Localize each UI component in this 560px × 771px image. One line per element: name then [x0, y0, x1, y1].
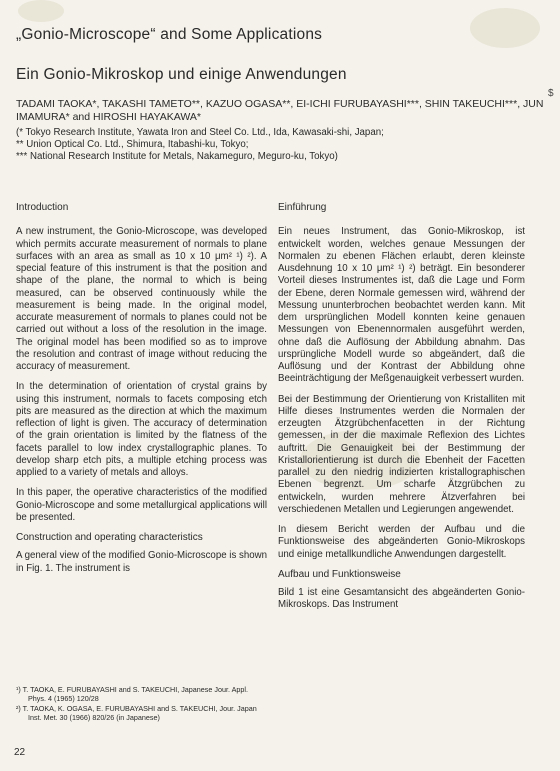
- affiliation-line: (* Tokyo Research Institute, Yawata Iron and Steel Co. Ltd., Ida, Kawasaki-shi, Japan;: [16, 127, 384, 138]
- footnote-references: [16, 686, 267, 724]
- title-german: Ein Gonio-Mikroskop und einige Anwendungen: [16, 66, 347, 83]
- margin-mark: $: [548, 88, 554, 99]
- page-number: 22: [14, 747, 26, 758]
- paper-stain: [18, 0, 64, 22]
- paragraph: Bild 1 ist eine Gesamtansicht des abgeänderten Gonio-Mikroskops. Das Instrument: [278, 587, 525, 611]
- affiliation-line: *** National Research Institute for Metals, Nakameguro, Meguro-ku, Tokyo): [16, 151, 338, 163]
- paragraph: In diesem Bericht werden der Aufbau und die Funktionsweise des abgeänderten Gonio-Mikroskops und einige metallkundliche Anwendungen dargestellt.: [278, 524, 525, 560]
- paragraph: A general view of the modified Gonio-Microscope is shown in Fig. 1. The instrument is: [16, 550, 267, 574]
- reference-item: ²) T. TAOKA, K. OGASA, E. FURUBAYASHI and S. TAKEUCHI, Jour. Japan Inst. Met. 30 (1966) 820/26 (in Japanese): [16, 704, 257, 722]
- german-column: [278, 202, 525, 620]
- paragraph: Bei der Bestimmung der Orientierung von Kristalliten mit Hilfe dieses Instrumentes werden die Normalen der erzeugten Ätzgrübchenfacetten in der Richtung gemessen, in der die maximale Reflexion des Lichtes auftritt. Die Genauigkeit bei der Bestimmung der Kristallorientierung ist durch die Ebenheit der Facetten parallel zu den niedrig indizierten kristallographischen Ebenen begrenzt. Um scharfe Ätzgrübchen zu entwickeln, wurden mehrere Ätzverfahren bei verschiedenen Metallen und Legierungen angewendet.: [278, 393, 525, 515]
- paragraph: In this paper, the operative characteristics of the modified Gonio-Microscope and some metallurgical applications will be presented.: [16, 487, 267, 523]
- section-heading: Aufbau und Funktionsweise: [278, 568, 401, 580]
- paragraph: Ein neues Instrument, das Gonio-Mikroskop, ist entwickelt worden, welches genaue Messungen der Normalen zu ebenen Flächen erlaubt, deren kleinste Ausdehnung 10 x 10 μm² ¹) ²) beträgt. Ein besonderer Vorteil dieses Instrumentes ist, daß die Lage und Form der Ebene, deren Normale gemessen wird, während der Messung ununterbrochen beobachtet werden kann. Mit dem ursprünglichen Modell konnten keine genauen Messungen von Ebenennormalen ausgeführt werden, ohne daß die Auflösung der Abbildung abnahm. Das ursprüngliche Modell wurde so abgeändert, daß die Auflösung und der Kontrast der Abbildung ohne Beeinträchtigung der Meßgenauigkeit verbessert wurden.: [278, 226, 525, 385]
- english-column: [16, 202, 267, 583]
- section-heading: Einführung: [278, 202, 327, 213]
- author-list: TADAMI TAOKA*, TAKASHI TAMETO**, KAZUO OGASA**, EI-ICHI FURUBAYASHI***, SHIN TAKEUCHI***, JUN IMAMURA* and HIROSHI HAYAKAWA*: [16, 98, 544, 123]
- reference-item: ¹) T. TAOKA, E. FURUBAYASHI and S. TAKEUCHI, Japanese Jour. Appl. Phys. 4 (1965) 120/28: [16, 685, 248, 703]
- paper-stain: [470, 8, 540, 48]
- paragraph: A new instrument, the Gonio-Microscope, was developed which permits accurate measurement of normals to plane surfaces with an area as small as 10 x 10 μm² ¹) ²). A special feature of this instrument is that the position and shape of the plane, the normal to which is being measured, can be observed continuously while the measurement is being made. In the original model, accurate measurement of normals to planes could not be carried out without a loss of the resolution in the image. The original model has been modified so as to improve the resolution and contrast of image without reducing the accuracy of measurement.: [16, 226, 267, 372]
- affiliations: [16, 127, 546, 164]
- title-english: „Gonio-Microscope“ and Some Applications: [16, 26, 323, 43]
- paragraph: In the determination of orientation of crystal grains by using this instrument, normals to facets composing etch pits are measured as the direction at which the maximum reflection of light is given. The accuracy of determination of the grain orientation is limited by the flatness of the facets parallel to low index crystallographic planes. To develop sharp etch pits, a multiple etching process was applied to a variety of metals and alloys.: [16, 381, 267, 478]
- section-heading: Introduction: [16, 202, 69, 213]
- affiliation-line: ** Union Optical Co. Ltd., Shimura, Itabashi-ku, Tokyo;: [16, 139, 249, 151]
- section-heading: Construction and operating characteristics: [16, 532, 203, 543]
